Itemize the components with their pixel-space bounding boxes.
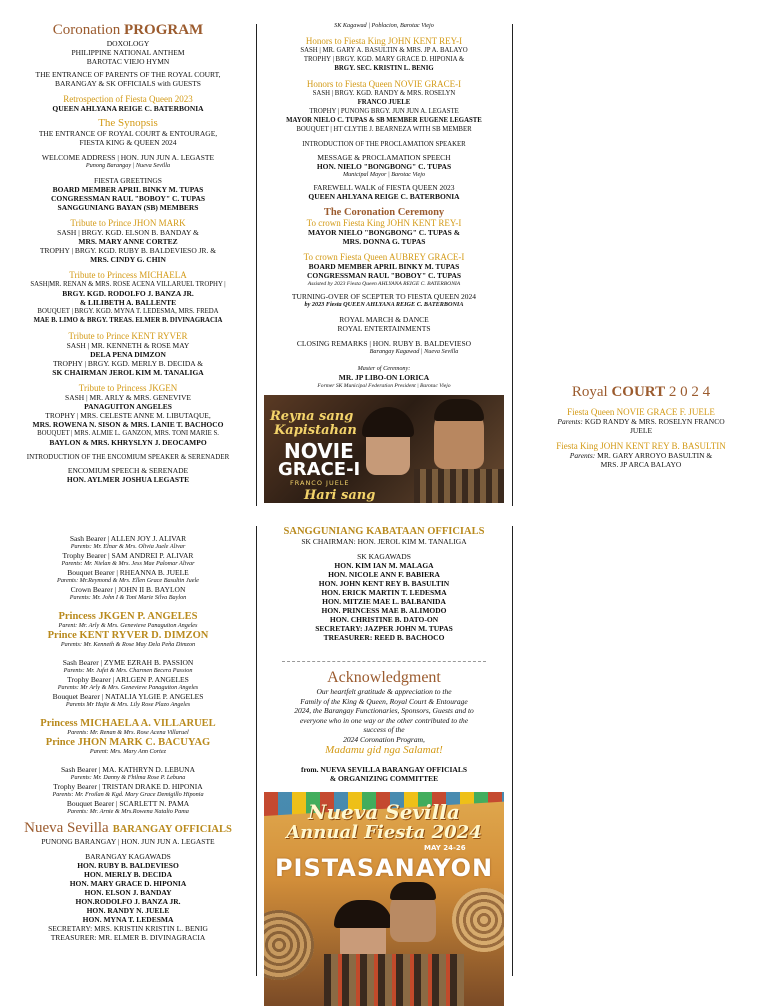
bearer-row: Bouquet Bearer | NATALIA YLGIE P. ANGELES (52, 692, 204, 701)
divider-line (512, 24, 513, 506)
program-line: BAROTAC VIEJO HYMN (86, 57, 170, 66)
honors-line: TROPHY | BRGY. KGD. MARY GRACE D. HIPONIA & (303, 56, 465, 63)
poster-dates: MAY 24-26 (424, 844, 466, 852)
treasurer: TREASURER: MR. ELMER B. DIVINAGRACIA (50, 933, 206, 942)
secretary: SECRETARY: MRS. KRISTIN KRISTIN L. BENIG (48, 924, 208, 933)
photo-text: Hari sang (304, 488, 376, 503)
poster-title: Nueva Sevilla (308, 800, 460, 824)
sk-kagawad: HON. CHRISTINE B. DATO-ON (329, 615, 439, 624)
bearer-parents: Parents: Mr. Froilan & Kgd. Mary Grace Demigillo Hiponia (52, 791, 204, 798)
bearer-row: Sash Bearer | ZYME EZRAH B. PASSION (62, 658, 194, 667)
kagawad-name: HON. MERLY B. DECIDA (84, 870, 172, 879)
tribute-line: MRS. ROWENA N. SISON & MRS. LANIE T. BACHOCO (32, 420, 224, 429)
closing-remarks: CLOSING REMARKS | HON. RUBY B. BALDEVIESO (296, 339, 472, 348)
bearer-row: Crown Bearer | JOHN II B. BAYLON (70, 585, 186, 594)
tribute-heading: Tribute to Prince KENT RYVER (68, 331, 188, 341)
honors-line: BOUQUET | HT CLYTIE J. BEARNEZA WITH SB MEMBER (296, 126, 472, 133)
encomium-name: HON. AYLMER JOSHUA LEGASTE (66, 475, 190, 484)
tribute-line: MRS. CINDY G. CHIN (90, 255, 166, 264)
program-panel (14, 22, 242, 484)
tribute-line: & LILIBETH A. BALLENTE (79, 298, 177, 307)
greeting-line: SANGGUNIANG BAYAN (SB) MEMBERS (57, 203, 199, 212)
welcome-sub: Punong Barangay | Nueva Sevilla (85, 162, 171, 169)
sk-treasurer: TREASURER: REED B. BACHOCO (323, 633, 445, 642)
from-line: from. NUEVA SEVILLA BARANGAY OFFICIALS (300, 765, 468, 774)
basket-right (452, 888, 504, 952)
photo-text: NOVIE (284, 439, 354, 463)
bearer-parents: Parents: Mr. John I & Toni Marie Silva Baylon (69, 594, 187, 601)
kagawad-name: HON.RODOLFO J. BANZA JR. (75, 897, 181, 906)
king-parents: Parents: MR. GARY ARROYO BASULTIN & (569, 451, 713, 460)
tribute-line: BRGY. KGD. RODOLFO J. BANZA JR. (62, 289, 194, 298)
bearer-row: Trophy Bearer | TRISTAN DRAKE D. HIPONIA (53, 782, 203, 791)
prince-name: Prince KENT RYVER D. DIMZON (47, 630, 209, 641)
tribute-heading: Tribute to Princess MICHAELA (69, 270, 187, 280)
welcome-address: WELCOME ADDRESS | HON. JUN JUN A. LEGASTE (41, 153, 215, 162)
sk-kagawad: HON. NICOLE ANN F. BABIERA (328, 570, 440, 579)
sk-kagawad: HON. JOHN KENT REY B. BASULTIN (318, 579, 450, 588)
royal-entertainments: ROYAL ENTERTAINMENTS (337, 324, 431, 333)
kagawad-name: HON. ELSON J. BANDAY (84, 888, 172, 897)
basket-left (264, 910, 314, 980)
princess-name: Princess JKGEN P. ANGELES (58, 611, 198, 622)
queen-hair (362, 407, 414, 437)
tribute-line: BOUQUET | MRS. ALMIE L. GANZON, MRS. TONI MARIE S. (37, 430, 219, 437)
dashed-separator (282, 661, 486, 662)
sk-kagawad: HON. KIM IAN M. MALAGA (334, 561, 434, 570)
bearer-row: Bouquet Bearer | RHEANNA B. JUELE (67, 568, 189, 577)
honors-line: FRANCO JUELE (357, 99, 411, 106)
punong-barangay: PUNONG BARANGAY | HON. JUN JUN A. LEGASTE (41, 837, 215, 846)
program-line: PHILIPPINE NATIONAL ANTHEM (71, 48, 185, 57)
ack-line: success of the (363, 725, 405, 734)
royal-court-panel (526, 384, 756, 469)
crown-line: MAYOR NIELO "BONGBONG" C. TUPAS & (308, 228, 460, 237)
prince-parents: Parent: Mrs. Mary Ann Cortez (89, 748, 167, 755)
closing-sub: Barangay Kagawad | Nueva Sevilla (369, 348, 459, 355)
tribute-heading: Tribute to Prince JHON MARK (70, 218, 186, 228)
photo-text: Reyna sang (270, 409, 354, 424)
sk-kagawads-heading: SK KAGAWADS (357, 552, 411, 561)
king-name: Fiesta King JOHN KENT REY B. BASULTIN (556, 441, 726, 451)
sk-kagawad: HON. ERICK MARTIN T. LEDESMA (321, 588, 447, 597)
bearer-parents: Parents: Mr. Elnar & Mrs. Olivia Juele Alivar (70, 543, 186, 550)
royal-court-title: Royal COURT 2 0 2 4 (571, 384, 711, 400)
sk-ack-panel (264, 526, 504, 642)
sk-secretary: SECRETARY: JAZPER JOHN M. TUPAS (315, 624, 453, 633)
ack-line: 2024 Coronation Program, (343, 734, 425, 744)
farewell-name: QUEEN AHLYANA REIGE C. BATERBONIA (308, 192, 460, 201)
message-heading: MESSAGE & PROCLAMATION SPEECH (317, 153, 451, 162)
turning-by: by 2023 Fiesta QUEEN AHLYANA REIGE C. BATERBONIA (304, 301, 464, 308)
honors-line: BRGY. SEC. KRISTIN L. BENIG (334, 65, 434, 72)
bearer-parents: Parents: Mr. Jufet & Mrs. Charmen Becera Passion (63, 667, 193, 674)
program-line: BARANGAY & SK OFFICIALS with GUESTS (55, 79, 201, 88)
ack-line: Our heartfelt gratitude & appreciation to the (316, 687, 452, 696)
bearer-row: Sash Bearer | ALLEN JOY J. ALIVAR (69, 534, 187, 543)
sk-kagawad: HON. MITZIE MAE L. BALBANIDA (322, 597, 446, 606)
crown-heading: To crown Fiesta King JOHN KENT REY-I (306, 218, 462, 228)
assisted-line: Assisted by 2023 Fiesta Queen AHLYANA REIGE C. BATERBONIA (307, 281, 461, 287)
queen-name: Fiesta Queen NOVIE GRACE F. JUELE (567, 407, 715, 417)
bearer-row: Bouquet Bearer | SCARLETT N. PAMA (66, 799, 190, 808)
queen-hair (334, 900, 392, 928)
turning-heading: TURNING-OVER OF SCEPTER TO FIESTA QUEEN 2024 (291, 292, 477, 301)
encomium-heading: ENCOMIUM SPEECH & SERENADE (67, 466, 189, 475)
fiesta-poster (264, 792, 504, 1006)
tribute-line: SK CHAIRMAN JEROL KIM M. TANALIGA (52, 368, 204, 377)
prince-name: Prince JHON MARK C. BACUYAG (45, 737, 211, 748)
farewell-heading: FAREWELL WALK of FIESTA QUEEN 2023 (313, 183, 455, 192)
ack-line: everyone who in one way or the other contributed to the (299, 715, 469, 725)
honors-line: MAYOR NIELO C. TUPAS & SB MEMBER EUGENE LEGASTE (286, 117, 482, 124)
tribute-heading: Tribute to Princess JKGEN (78, 383, 178, 393)
bearer-row: Sash Bearer | MA. KATHRYN D. LEBUNA (61, 765, 195, 774)
divider-line (256, 24, 257, 506)
greetings-heading: FIESTA GREETINGS (94, 176, 162, 185)
king-hair (434, 399, 484, 421)
salamat-line: Madamu gid nga Salamat! (325, 744, 443, 756)
greeting-line: CONGRESSMAN RAUL "BOBOY" C. TUPAS (50, 194, 206, 203)
page-top-caption: SK Kagawad | Poblacion, Barotac Viejo (334, 22, 434, 29)
kagawads-heading: BARANGAY KAGAWADS (85, 852, 171, 861)
honors-heading: Honors to Fiesta Queen NOVIE GRACE-I (306, 79, 462, 89)
sk-kagawad: HON. PRINCESS MAE B. ALIMODO (321, 606, 447, 615)
princess-name: Princess MICHAELA A. VILLARUEL (40, 718, 216, 729)
sk-chairman: SK CHAIRMAN: HON. JEROL KIM M. TANALIGA (301, 537, 467, 546)
king-hair (390, 882, 436, 900)
bearer-parents: Parents: Mr. Arnie & Mrs.Rowena Natalio Pama (67, 808, 189, 815)
honors-line: TROPHY | PUNONG BRGY. JUN JUN A. LEGASTE (309, 108, 459, 115)
barangay-officials-heading: Nueva Sevilla BARANGAY OFFICIALS (24, 820, 232, 836)
princess-parents: Parents: Mr. Renan & Mrs. Rose Acena Villaruel (67, 729, 189, 736)
ceremony-heading: The Coronation Ceremony (323, 207, 445, 218)
crown-line: MRS. DONNA G. TUPAS (342, 237, 426, 246)
acknowledgment-section (264, 669, 504, 783)
retrospection-heading: Retrospection of Fiesta Queen 2023 (63, 94, 193, 104)
synopsis-heading: The Synopsis (98, 117, 158, 129)
king-parents-cont: MRS. JP ARCA BALAYO (600, 460, 682, 469)
tribute-line: SASH | MR. KENNETH & ROSE MAY (66, 341, 190, 350)
bearer-parents: Parents: Mr. Danny & Fhilma Rose P. Lebuna (70, 774, 186, 781)
poster-banner: PISTASANAYON (274, 854, 494, 882)
sk-heading: SANGGUNIANG KABATAAN OFFICIALS (283, 526, 485, 537)
royal-march: ROYAL MARCH & DANCE (339, 315, 429, 324)
kagawad-name: HON. RUBY B. BALDEVIESO (77, 861, 179, 870)
tribute-line: TROPHY | BRGY. KGD. RUBY B. BALDEVIESO JR. & (39, 246, 217, 255)
poster-title-2: Annual Fiesta 2024 (286, 822, 482, 843)
prince-parents: Parents: Mr. Kenneth & Rose May Dela Peña Dimzon (60, 641, 196, 648)
entourage-panel (14, 534, 242, 942)
greeting-line: BOARD MEMBER APRIL BINKY M. TUPAS (52, 185, 204, 194)
tribute-line: BOUQUET | BRGY. KGD. MYNA T. LEDESMA, MRS. FREDA (37, 308, 219, 315)
bearer-row: Trophy Bearer | ARLGEN P. ANGELES (67, 675, 189, 684)
photo-text: GRACE-I (278, 459, 361, 480)
kagawad-name: HON. MARY GRACE D. HIPONIA (69, 879, 187, 888)
queen-parents-cont: JUELE (629, 426, 653, 435)
intro-line: INTRODUCTION OF THE ENCOMIUM SPEAKER & SERENADER (26, 453, 230, 461)
ack-line: Family of the King & Queen, Royal Court & Entourage (300, 696, 468, 706)
tribute-line: TROPHY | BRGY. KGD. MERLY B. DECIDA & (52, 359, 204, 368)
crown-line: BOARD MEMBER APRIL BINKY M. TUPAS (308, 262, 460, 271)
intro-line: INTRODUCTION OF THE PROCLAMATION SPEAKER (302, 141, 466, 148)
program-title: Coronation PROGRAM (52, 22, 204, 38)
honors-line: SASH | MR. GARY A. BASULTIN & MRS. JP A. BALAYO (300, 47, 468, 54)
honors-heading: Honors to Fiesta King JOHN KENT REY-I (305, 36, 463, 46)
program-line: FIESTA KING & QUEEN 2024 (79, 138, 177, 147)
bearer-parents: Parents: Mr Arly & Mrs. Genevieve Panaguiton Angeles (57, 684, 199, 691)
master-heading: Master of Ceremony: (357, 365, 411, 372)
program-line: THE ENTRANCE OF ROYAL COURT & ENTOURAGE, (38, 129, 218, 138)
message-sub: Municipal Mayor | Barotac Viejo (342, 171, 426, 178)
princess-parents: Parent: Mr. Arly & Mrs. Genevieve Panaguiton Angeles (58, 622, 198, 629)
bearer-parents: Parents: Mr.Reymond & Mrs. Ellen Grace Basultin Juele (57, 577, 199, 584)
divider-line (256, 526, 257, 976)
kagawad-name: HON. RANDY N. JUELE (86, 906, 170, 915)
kagawad-name: HON. MYNA T. LEDESMA (82, 915, 174, 924)
divider-line (512, 526, 513, 976)
master-name: MR. JP LIBO-ON LORICA (338, 373, 430, 382)
tribute-line: PANAGUITON ANGELES (84, 402, 172, 411)
costume (324, 954, 464, 1006)
tribute-line: TROPHY | MRS. CELESTE ANNE M. LIBUTAQUE, (45, 411, 211, 420)
queen-parents: Parents: KGD RANDY & MRS. ROSELYN FRANCO (557, 417, 725, 426)
from-line-2: & ORGANIZING COMMITTEE (329, 774, 439, 783)
photo-text: Kapistahan (274, 423, 357, 438)
tribute-line: MAE B. LIMO & BRGY. TREAS. ELMER B. DIVINAGRACIA (33, 317, 223, 324)
tribute-line: SASH | BRGY. KGD. ELSON B. BANDAY & (57, 228, 199, 237)
acknowledgment-heading: Acknowledgment (327, 669, 441, 686)
program-line: THE ENTRANCE OF PARENTS OF THE ROYAL COURT, (35, 70, 221, 79)
tribute-line: DELA PENA DIMZON (90, 350, 166, 359)
tribute-line: SASH | MR. ARLY & MRS. GENEVIVE (65, 393, 191, 402)
master-sub: Former SK Municipal Federation President | Barotac Viejo (317, 383, 451, 389)
tribute-line: SASH|MR. RENAN & MRS. ROSE ACENA VILLARUEL TROPHY | (30, 281, 226, 288)
retrospection-name: QUEEN AHLYANA REIGE C. BATERBONIA (52, 104, 204, 113)
photo-text: FRANCO JUELE (290, 479, 350, 487)
honors-line: SASH | BRGY. KGD. RANDY & MRS. ROSELYN (312, 90, 456, 97)
tribute-line: MRS. MARY ANNE CORTEZ (78, 237, 178, 246)
program-line: DOXOLOGY (106, 39, 150, 48)
ceremony-panel (264, 22, 504, 390)
bearer-parents: Parents: Mr. Nielan & Mrs. Jess Mae Palomar Alivar (61, 560, 195, 567)
bearer-row: Trophy Bearer | SAM ANDREI P. ALIVAR (62, 551, 194, 560)
message-name: HON. NIELO "BONGBONG" C. TUPAS (316, 162, 452, 171)
queen-king-photo (264, 395, 504, 503)
costume (414, 469, 504, 503)
tribute-line: BAYLON & MRS. KHRYSLYN J. DEOCAMPO (49, 438, 207, 447)
crown-heading: To crown Fiesta Queen AUBREY GRACE-I (303, 252, 465, 262)
bearer-parents: Parents Mr Hajie & Mrs. Lily Rose Plazo Angeles (65, 701, 191, 708)
crown-line: CONGRESSMAN RAUL "BOBOY" C. TUPAS (306, 271, 462, 280)
ack-line: 2024, the Barangay Functionaries, Sponsors, Guests and to (294, 706, 474, 715)
